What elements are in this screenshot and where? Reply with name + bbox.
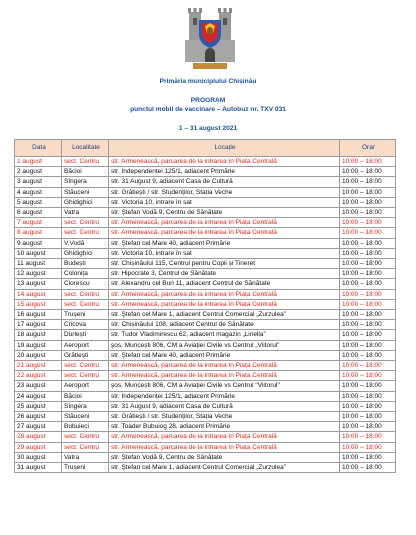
cell-locality: sect. Centru <box>62 442 109 452</box>
column-header-location: Locație <box>109 140 340 157</box>
cell-hours: 10:00 – 18:00 <box>340 228 396 238</box>
cell-date: 3 august <box>15 177 62 187</box>
cell-location: str. Ștefan cel Mare 40, adiacent Primărie <box>109 238 340 248</box>
table-row <box>15 269 396 279</box>
cell-location: str. Ștefan cel Mare 40, adiacent Primărie <box>109 350 340 360</box>
document-title: PROGRAM <box>190 97 226 104</box>
cell-locality: Cricova <box>62 320 109 330</box>
cell-locality: Stăuceni <box>62 187 109 197</box>
cell-date: 17 august <box>15 320 62 330</box>
cell-locality: sect. Centru <box>62 371 109 381</box>
cell-locality: Truşeni <box>62 310 109 320</box>
table-row <box>15 310 396 320</box>
table-row <box>15 371 396 381</box>
cell-hours: 10:00 – 18:00 <box>340 463 396 473</box>
cell-hours: 10:00 – 18:00 <box>340 310 396 320</box>
cell-date: 29 august <box>15 442 62 452</box>
cell-hours: 10:00 – 18:00 <box>340 320 396 330</box>
cell-location: str. Ștefan Vodă 9, Centru de Sănătate <box>109 208 340 218</box>
table-row <box>15 238 396 248</box>
cell-hours: 10:00 – 18:00 <box>340 422 396 432</box>
cell-location: str. Ştefan cel Mare 1, adiacent Centrul Comercial „Zurzulea” <box>109 463 340 473</box>
table-row <box>15 197 396 207</box>
cell-date: 11 august <box>15 259 62 269</box>
cell-location: str. Alexandru cel Bun 11, adiacent Centrul de Sănătate <box>109 279 340 289</box>
cell-hours: 10:00 – 18:00 <box>340 412 396 422</box>
cell-date: 10 august <box>15 248 62 258</box>
cell-date: 6 august <box>15 208 62 218</box>
cell-locality: sect. Centru <box>62 218 109 228</box>
cell-date: 21 august <box>15 361 62 371</box>
cell-location: str. Armenească, parcarea de la intrarea în Piața Centrală <box>109 289 340 299</box>
table-row <box>15 330 396 340</box>
cell-date: 26 august <box>15 412 62 422</box>
cell-locality: Stăuceni <box>62 412 109 422</box>
cell-locality: Durlești <box>62 330 109 340</box>
table-row <box>15 218 396 228</box>
cell-date: 7 august <box>15 218 62 228</box>
cell-date: 12 august <box>15 269 62 279</box>
table-row <box>15 187 396 197</box>
cell-hours: 10:00 – 18:00 <box>340 381 396 391</box>
cell-location: șos. Muncești 806, CM a Aviației Civile vs Centrul „Viitorul” <box>109 340 340 350</box>
table-row <box>15 248 396 258</box>
cell-date: 4 august <box>15 187 62 197</box>
cell-hours: 10:00 – 18:00 <box>340 371 396 381</box>
cell-locality: Sîngera <box>62 401 109 411</box>
cell-location: str. Tudor Vladimirescu 62, adiacent magazin „Linella” <box>109 330 340 340</box>
cell-date: 27 august <box>15 422 62 432</box>
table-header-row <box>15 140 396 157</box>
cell-hours: 10:00 – 18:00 <box>340 269 396 279</box>
cell-date: 31 august <box>15 463 62 473</box>
cell-locality: Ciorescu <box>62 279 109 289</box>
cell-hours: 10:00 – 18:00 <box>340 197 396 207</box>
table-row <box>15 381 396 391</box>
chisinau-coat-of-arms-icon <box>175 4 245 74</box>
cell-hours: 10:00 – 18:00 <box>340 187 396 197</box>
cell-location: str. Grătiești / str. Studenților, Stația Veche <box>109 187 340 197</box>
cell-location: str. Victoria 10, intrare în sat <box>109 248 340 258</box>
schedule-table <box>14 139 396 473</box>
cell-hours: 10:00 – 18:00 <box>340 167 396 177</box>
cell-hours: 10:00 – 18:00 <box>340 350 396 360</box>
table-row <box>15 279 396 289</box>
cell-date: 18 august <box>15 330 62 340</box>
table-row <box>15 452 396 462</box>
cell-hours: 10:00 – 18:00 <box>340 432 396 442</box>
cell-date: 22 august <box>15 371 62 381</box>
cell-location: str. Chișinăului 108, adiacent Centrul de Sănătate <box>109 320 340 330</box>
table-row <box>15 432 396 442</box>
column-header-date: Data <box>15 140 62 157</box>
table-row <box>15 463 396 473</box>
cell-locality: Vatra <box>62 452 109 462</box>
cell-hours: 10:00 – 18:00 <box>340 401 396 411</box>
cell-date: 28 august <box>15 432 62 442</box>
cell-hours: 10:00 – 18:00 <box>340 340 396 350</box>
cell-location: str. Hipocrate 3, Centrul de Sănătate <box>109 269 340 279</box>
cell-locality: V.Vodă <box>62 238 109 248</box>
cell-location: str. Independenței 125/1, adiacent Primărie <box>109 391 340 401</box>
cell-locality: Grătiești <box>62 350 109 360</box>
cell-location: str. 31 August 9, adiacent Casa de Cultură <box>109 401 340 411</box>
cell-date: 25 august <box>15 401 62 411</box>
cell-date: 14 august <box>15 289 62 299</box>
cell-locality: Bubuieci <box>62 422 109 432</box>
cell-locality: sect. Centru <box>62 228 109 238</box>
cell-date: 20 august <box>15 350 62 360</box>
cell-date: 24 august <box>15 391 62 401</box>
table-row <box>15 228 396 238</box>
cell-locality: Aeroport <box>62 381 109 391</box>
cell-location: str. Chișinăului 115, Centrul pentru Copii și Tineret <box>109 259 340 269</box>
cell-hours: 10:00 – 18:00 <box>340 238 396 248</box>
table-row <box>15 167 396 177</box>
cell-date: 13 august <box>15 279 62 289</box>
period: 1 – 31 august 2021 <box>178 125 238 132</box>
table-row <box>15 401 396 411</box>
cell-location: str. Ştefan cel Mare 1, adiacent Centrul Comercial „Zurzulea” <box>109 310 340 320</box>
document-subtitle: punctul mobil de vaccinare – Autobuz nr. TXV 031 <box>130 106 286 113</box>
cell-location: str. Ștefan Vodă 9, Centru de Sănătate <box>109 452 340 462</box>
cell-date: 19 august <box>15 340 62 350</box>
cell-locality: Aeroport <box>62 340 109 350</box>
cell-hours: 10:00 – 18:00 <box>340 361 396 371</box>
cell-location: str. Armenească, parcarea de la intrarea în Piața Centrală <box>109 218 340 228</box>
cell-locality: sect. Centru <box>62 299 109 309</box>
table-row <box>15 177 396 187</box>
cell-hours: 10:00 – 18:00 <box>340 299 396 309</box>
table-row <box>15 340 396 350</box>
cell-location: str. Armenească, parcarea de la intrarea în Piața Centrală <box>109 299 340 309</box>
cell-hours: 10:00 – 18:00 <box>340 208 396 218</box>
table-row <box>15 412 396 422</box>
table-row <box>15 157 396 167</box>
cell-locality: Băcioi <box>62 391 109 401</box>
cell-date: 5 august <box>15 197 62 207</box>
cell-location: str. 31 August 9, adiacent Casa de Cultură <box>109 177 340 187</box>
cell-location: șos. Muncești 806, CM a Aviației Civile vs Centrul "Viitorul" <box>109 381 340 391</box>
cell-location: str. Armenească, parcarea de la intrarea în Piața Centrală <box>109 442 340 452</box>
table-row <box>15 361 396 371</box>
table-row <box>15 299 396 309</box>
cell-hours: 10:00 – 18:00 <box>340 391 396 401</box>
table-row <box>15 320 396 330</box>
cell-locality: sect. Centru <box>62 361 109 371</box>
table-row <box>15 208 396 218</box>
cell-locality: Budești <box>62 259 109 269</box>
table-row <box>15 289 396 299</box>
cell-locality: Sîngera <box>62 177 109 187</box>
cell-location: str. Victoria 10, intrare în sat <box>109 197 340 207</box>
cell-date: 9 august <box>15 238 62 248</box>
cell-location: str. Toader Bubuiog 28, adiacent Primărie <box>109 422 340 432</box>
cell-hours: 10:00 – 18:00 <box>340 330 396 340</box>
table-row <box>15 259 396 269</box>
cell-locality: sect. Centru <box>62 432 109 442</box>
cell-location: str. Armenească, parcarea de la intrarea în Piața Centrală <box>109 371 340 381</box>
table-row <box>15 350 396 360</box>
organization-name: Primăria municipiului Chișinău <box>159 78 257 85</box>
cell-location: str. Grătiești / str. Studenților, Stația Veche <box>109 412 340 422</box>
cell-locality: Băcioi <box>62 167 109 177</box>
cell-hours: 10:00 – 18:00 <box>340 157 396 167</box>
cell-date: 8 august <box>15 228 62 238</box>
cell-locality: sect. Centru <box>62 289 109 299</box>
cell-date: 15 august <box>15 299 62 309</box>
cell-locality: Ghidighici <box>62 248 109 258</box>
cell-date: 30 august <box>15 452 62 462</box>
cell-hours: 10:00 – 18:00 <box>340 248 396 258</box>
cell-location: str. Independenței 125/1, adiacent Primărie <box>109 167 340 177</box>
cell-location: str. Armenească, parcarea de la intrarea în Piața Centrală <box>109 228 340 238</box>
cell-hours: 10:00 – 18:00 <box>340 218 396 228</box>
cell-date: 16 august <box>15 310 62 320</box>
cell-date: 2 august <box>15 167 62 177</box>
cell-hours: 10:00 – 18:00 <box>340 177 396 187</box>
cell-hours: 10:00 – 18:00 <box>340 452 396 462</box>
table-row <box>15 422 396 432</box>
cell-locality: Colonița <box>62 269 109 279</box>
cell-date: 1 august <box>15 157 62 167</box>
cell-date: 23 august <box>15 381 62 391</box>
cell-locality: Vatra <box>62 208 109 218</box>
cell-hours: 10:00 – 18:00 <box>340 259 396 269</box>
column-header-locality: Localitate <box>62 140 109 157</box>
cell-locality: sect. Centru <box>62 157 109 167</box>
table-row <box>15 391 396 401</box>
cell-location: str. Armenească, parcarea de la intrarea în Piața Centrală <box>109 157 340 167</box>
cell-location: str. Armenească, parcarea de la intrarea în Piața Centrală <box>109 361 340 371</box>
cell-location: str. Armenească, parcarea de la intrarea în Piața Centrală <box>109 432 340 442</box>
cell-hours: 10:00 – 18:00 <box>340 289 396 299</box>
cell-hours: 10:00 – 18:00 <box>340 279 396 289</box>
column-header-hours: Orar <box>340 140 396 157</box>
cell-locality: Ghidighici <box>62 197 109 207</box>
table-row <box>15 442 396 452</box>
cell-hours: 10:00 – 18:00 <box>340 442 396 452</box>
cell-locality: Trușeni <box>62 463 109 473</box>
